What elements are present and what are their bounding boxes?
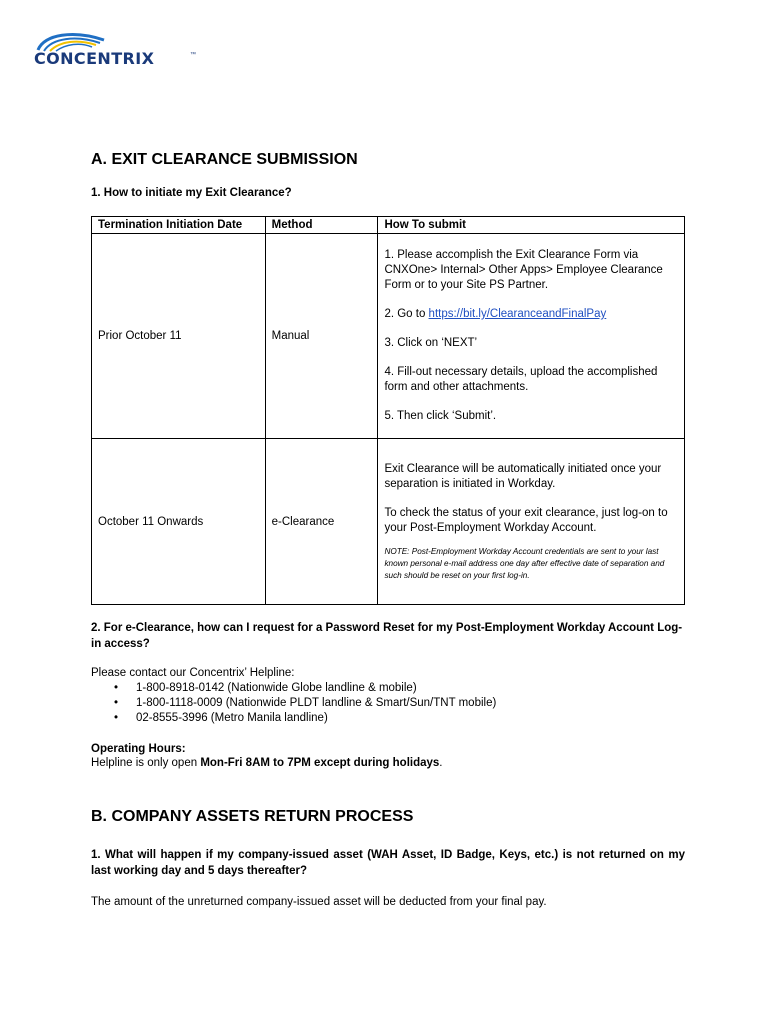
- concentrix-logo: [34, 30, 199, 76]
- header-method: Method: [265, 217, 378, 234]
- helpline-number: • 1-800-1118-0009 (Nationwide PLDT landline & Smart/Sun/TNT mobile): [91, 696, 496, 711]
- section-b-question-1: 1. What will happen if my company-issued asset (WAH Asset, ID Badge, Keys, etc.) is not returned on my last working day and 5 days thereafter?: [91, 849, 685, 877]
- helpline-number: • 02-8555-3996 (Metro Manila landline): [91, 711, 496, 726]
- e-clearance-note: NOTE: Post-Employment Workday Account credentials are sent to your last known personal e-mail address one day after effective date of separation and such should be reset on your first log-in.: [384, 546, 665, 580]
- logo-trademark: ™: [190, 52, 196, 58]
- section-b-title: B. COMPANY ASSETS RETURN PROCESS: [91, 808, 414, 825]
- operating-hours-text: [91, 756, 443, 771]
- logo-wordmark: CONCENTRIX: [34, 49, 155, 68]
- row-e-clearance-method: e-Clearance: [265, 439, 378, 605]
- exit-clearance-table: [91, 216, 685, 605]
- header-how-to-submit: How To submit: [378, 217, 685, 234]
- section-a-question-2: 2. For e-Clearance, how can I request for a Password Reset for my Post-Employment Workday Account Log-in access?: [91, 622, 683, 650]
- hours-schedule: Mon-Fri 8AM to 7PM except during holidays: [200, 757, 440, 769]
- header-termination-date: Termination Initiation Date: [92, 217, 266, 234]
- section-a-question-1: 1. How to initiate my Exit Clearance?: [91, 187, 292, 199]
- e-clearance-paragraph-1: Exit Clearance will be automatically initiated once your separation is initiated in Workday.: [384, 462, 662, 490]
- table-row-manual: [92, 234, 685, 439]
- clearance-final-pay-link[interactable]: https://bit.ly/ClearanceandFinalPay: [428, 308, 607, 320]
- row-manual-date: Prior October 11: [92, 234, 266, 439]
- row-e-clearance-date: October 11 Onwards: [92, 439, 266, 605]
- helpline-number: • 1-800-8918-0142 (Nationwide Globe landline & mobile): [91, 681, 496, 696]
- helpline-intro: Please contact our Concentrix’ Helpline:: [91, 667, 295, 679]
- hours-prefix: Helpline is only open: [91, 757, 201, 769]
- row-e-clearance-details: [378, 439, 685, 605]
- operating-hours-label: Operating Hours:: [91, 743, 186, 755]
- row-manual-steps: [378, 234, 685, 439]
- section-b-answer-1: The amount of the unreturned company-issued asset will be deducted from your final pay.: [91, 896, 547, 908]
- step-5: 5. Then click ‘Submit’.: [384, 410, 497, 422]
- table-row-e-clearance: [92, 439, 685, 605]
- step-2-prefix: 2. Go to: [384, 308, 429, 320]
- row-manual-method: Manual: [265, 234, 378, 439]
- step-2: [384, 307, 678, 322]
- helpline-numbers-list: [91, 681, 496, 726]
- table-header-row: [92, 217, 685, 234]
- step-1: 1. Please accomplish the Exit Clearance Form via CNXOne> Internal> Other Apps> Employee Clearance Form or to your Site PS Partner.: [384, 249, 663, 291]
- e-clearance-paragraph-2: To check the status of your exit clearance, just log-on to your Post-Employment Workday Account.: [384, 506, 668, 534]
- hours-suffix: .: [439, 757, 443, 769]
- step-4: 4. Fill-out necessary details, upload the accomplished form and other attachments.: [384, 366, 658, 393]
- section-a-title: A. EXIT CLEARANCE SUBMISSION: [91, 151, 358, 168]
- step-3: 3. Click on ‘NEXT’: [384, 337, 478, 349]
